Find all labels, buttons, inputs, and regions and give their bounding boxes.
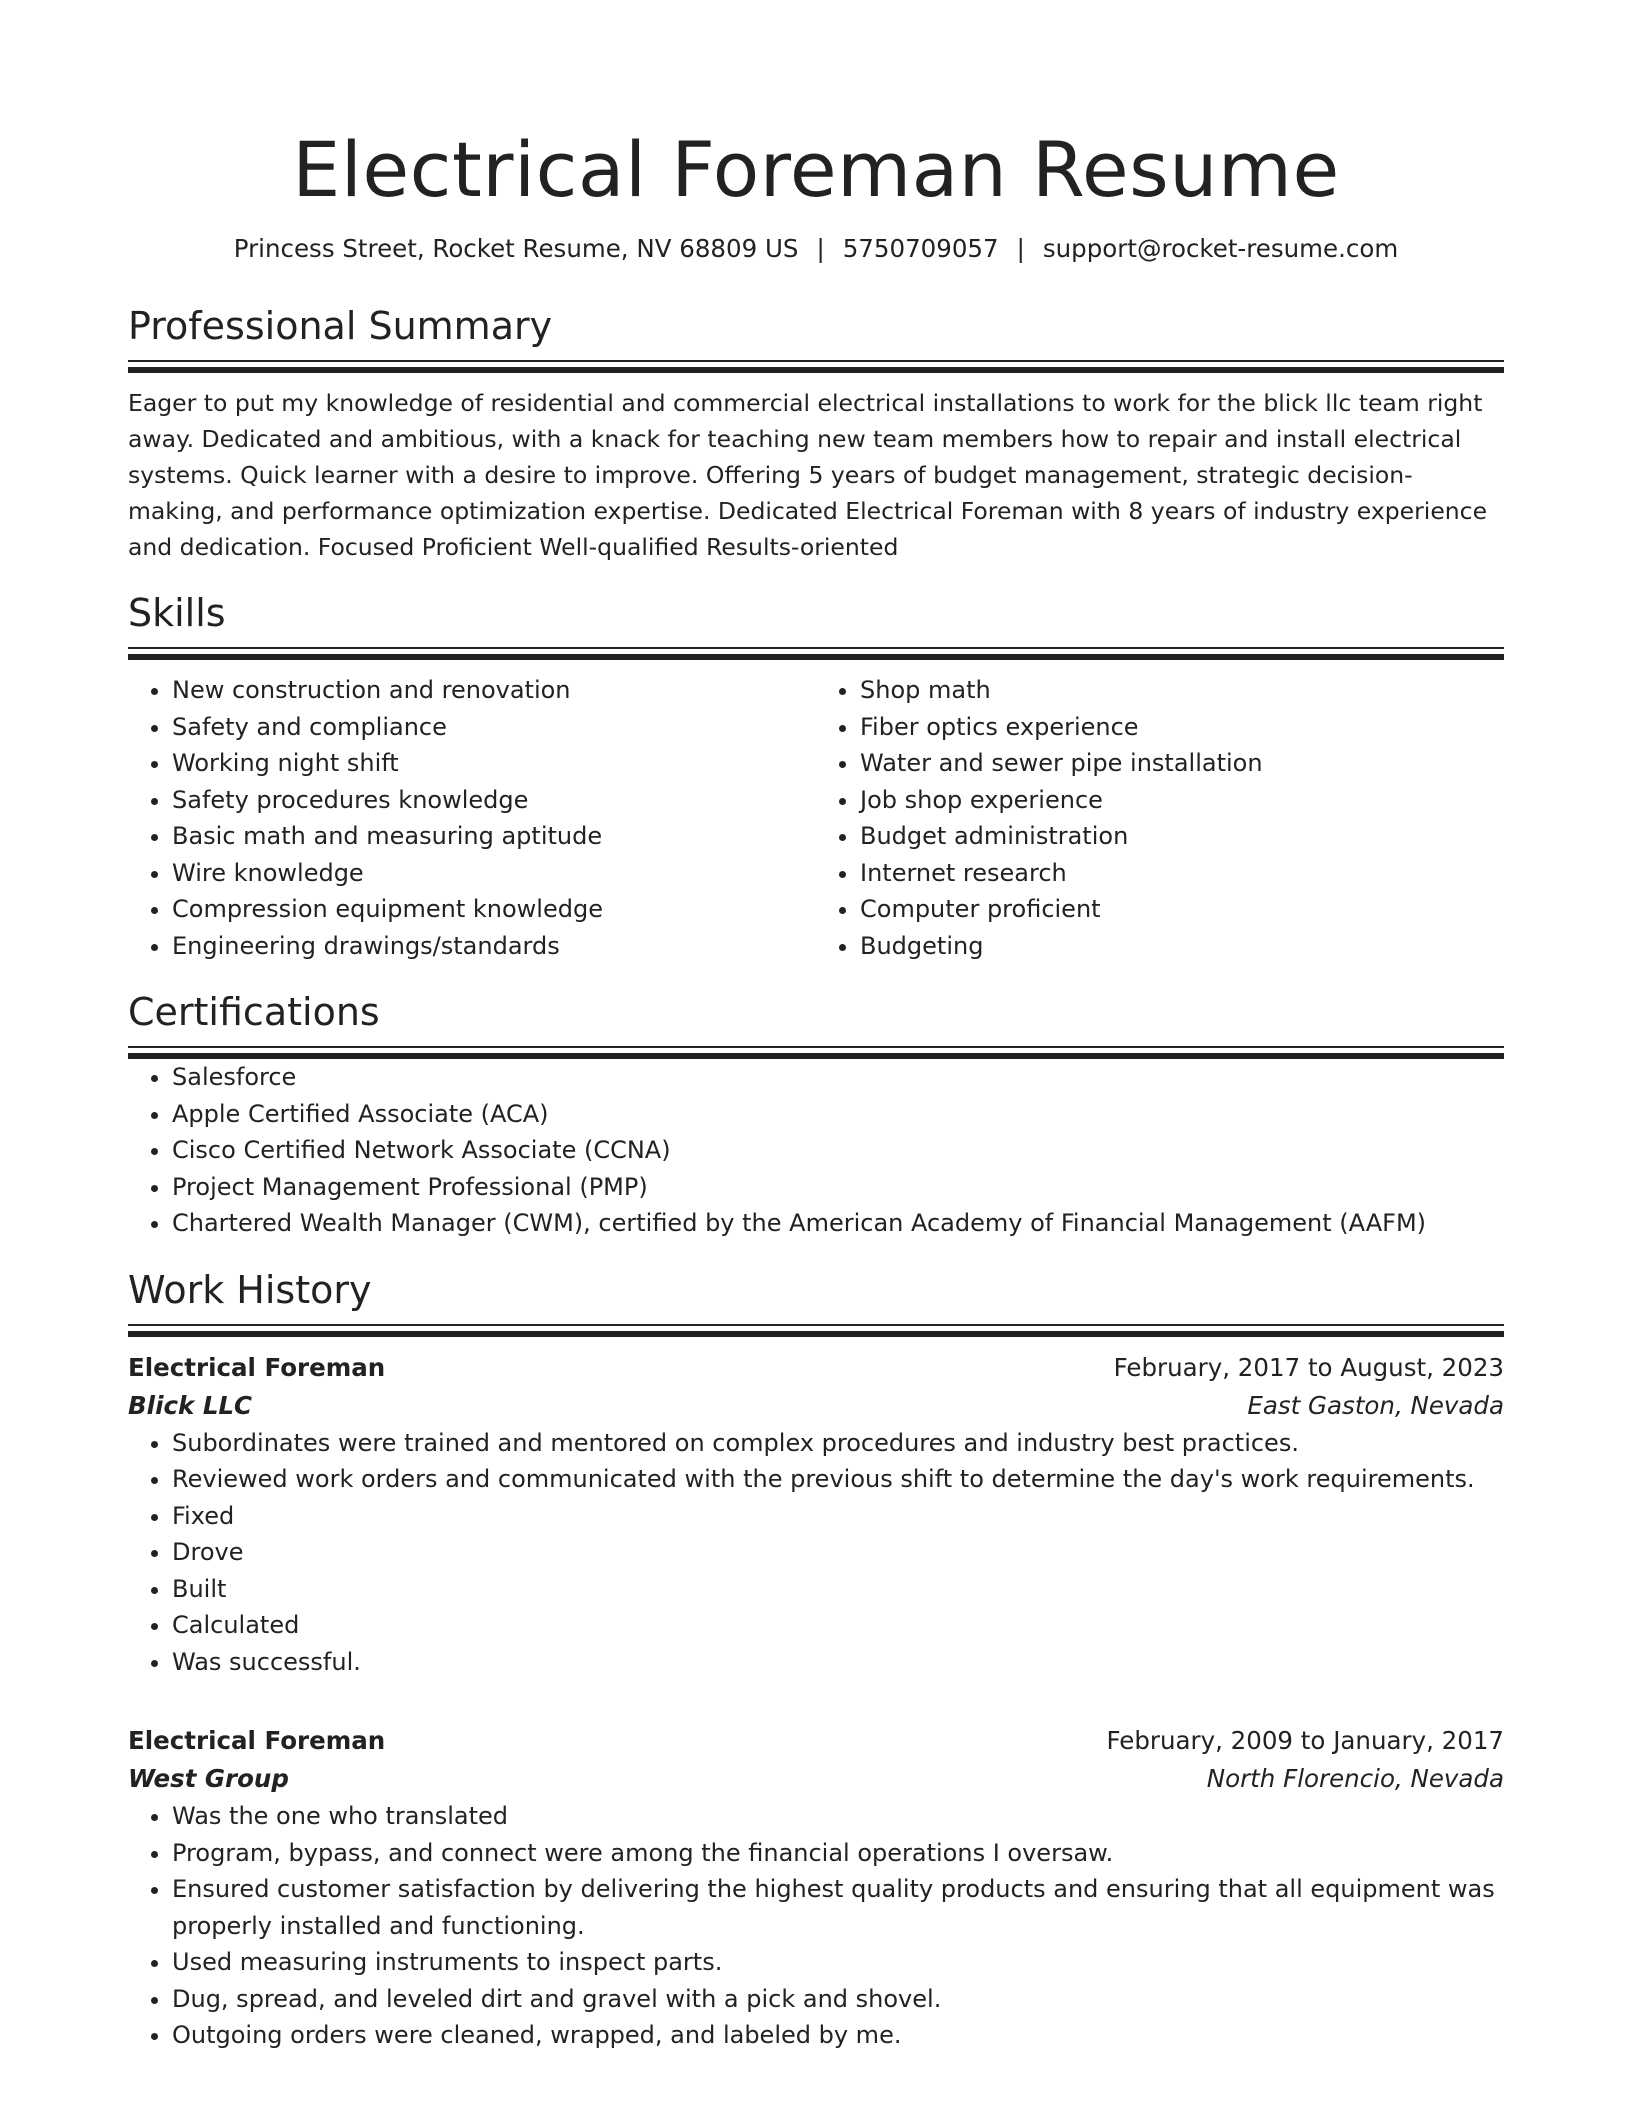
job-company: West Group xyxy=(128,1764,289,1793)
section-divider xyxy=(128,360,1504,373)
job-duty-item: • Dug, spread, and leveled dirt and gravel with a pick and shovel. xyxy=(172,1981,1504,2018)
skills-grid xyxy=(128,672,1504,964)
summary-text: Eager to put my knowledge of residential and commercial electrical installations to work for the blick llc team right away. Dedicated and ambitious, with a knack for teaching new team members how to repair and install electrical systems. Quick learner with a desire to improve. Offering 5 years of budget management, strategic decision-making, and performance optimization expertise. Dedicated Electrical Foreman with 8 years of industry experience and dedication. Focused Proficient Well-qualified Results-oriented xyxy=(128,389,1488,561)
skill-item: • Safety and compliance xyxy=(172,709,816,746)
job-entry xyxy=(128,1722,1504,2054)
job-duty-item: • Program, bypass, and connect were among the financial operations I oversaw. xyxy=(172,1835,1504,1872)
job-duty-item: • Reviewed work orders and communicated with the previous shift to determine the day's work requirements. xyxy=(172,1461,1504,1498)
job-entry xyxy=(128,1349,1504,1681)
skill-item: • Budget administration xyxy=(860,818,1504,855)
job-duty-item: • Was successful. xyxy=(172,1644,1504,1681)
job-duties-list xyxy=(128,1425,1504,1681)
skill-item: • Safety procedures knowledge xyxy=(172,782,816,819)
job-dates: February, 2009 to January, 2017 xyxy=(1106,1726,1504,1755)
certifications-section xyxy=(128,988,1504,1242)
skill-item: • Water and sewer pipe installation xyxy=(860,745,1504,782)
skill-item: • Engineering drawings/standards xyxy=(172,928,816,965)
skill-item: • Working night shift xyxy=(172,745,816,782)
job-header xyxy=(128,1722,1504,1760)
skill-item: • Budgeting xyxy=(860,928,1504,965)
skill-item: • Shop math xyxy=(860,672,1504,709)
contact-email: support@rocket-resume.com xyxy=(1042,234,1399,263)
job-duties-list xyxy=(128,1798,1504,2054)
section-heading-skills: Skills xyxy=(128,591,226,635)
job-duty-item: • Fixed xyxy=(172,1498,1504,1535)
job-duty-item: • Subordinates were trained and mentored on complex procedures and industry best practices. xyxy=(172,1425,1504,1462)
job-location: North Florencio, Nevada xyxy=(1206,1764,1504,1793)
skills-section xyxy=(128,589,1504,964)
job-duty-item: • Calculated xyxy=(172,1607,1504,1644)
certifications-list xyxy=(128,1059,1504,1242)
job-duty-item: • Was the one who translated xyxy=(172,1798,1504,1835)
resume-title: Electrical Foreman Resume xyxy=(292,125,1340,214)
job-duty-item: • Ensured customer satisfaction by delivering the highest quality products and ensuring that all equipment was properly installed and functioning. xyxy=(172,1871,1504,1944)
job-title: Electrical Foreman xyxy=(128,1726,386,1755)
contact-line xyxy=(128,232,1504,266)
job-title: Electrical Foreman xyxy=(128,1352,386,1382)
section-divider xyxy=(128,1046,1504,1059)
contact-phone: 5750709057 xyxy=(842,234,999,263)
resume-page xyxy=(128,0,1504,2054)
job-duty-item: • Built xyxy=(172,1571,1504,1608)
summary-section xyxy=(128,302,1504,565)
skill-item: • Internet research xyxy=(860,855,1504,892)
job-subheader xyxy=(128,1387,1504,1425)
job-duty-item: • Used measuring instruments to inspect parts. xyxy=(172,1944,1504,1981)
section-divider xyxy=(128,1324,1504,1337)
contact-separator: | xyxy=(1016,234,1025,263)
section-heading-work-history: Work History xyxy=(128,1267,372,1312)
job-duty-item: • Outgoing orders were cleaned, wrapped, and labeled by me. xyxy=(172,2017,1504,2054)
certification-item: • Apple Certified Associate (ACA) xyxy=(172,1096,1504,1133)
contact-address: Princess Street, Rocket Resume, NV 68809 US xyxy=(233,234,799,263)
skill-item: • Wire knowledge xyxy=(172,855,816,892)
contact-separator: | xyxy=(816,234,825,263)
certification-item: • Project Management Professional (PMP) xyxy=(172,1169,1504,1206)
skills-list-right xyxy=(816,672,1504,964)
skill-item: • Computer proficient xyxy=(860,891,1504,928)
skills-list-left xyxy=(128,672,816,964)
job-subheader xyxy=(128,1760,1504,1798)
section-divider xyxy=(128,647,1504,660)
certification-item: • Chartered Wealth Manager (CWM), certified by the American Academy of Financial Management (AAFM) xyxy=(172,1205,1504,1242)
work-history-section xyxy=(128,1266,1504,2054)
section-heading-summary: Professional Summary xyxy=(128,304,553,348)
certification-item: • Salesforce xyxy=(172,1059,1504,1096)
job-company: Blick LLC xyxy=(128,1390,253,1420)
section-heading-certifications: Certifications xyxy=(128,990,380,1034)
skill-item: • Fiber optics experience xyxy=(860,709,1504,746)
skill-item: • Basic math and measuring aptitude xyxy=(172,818,816,855)
job-dates: February, 2017 to August, 2023 xyxy=(1113,1352,1504,1382)
skill-item: • New construction and renovation xyxy=(172,672,816,709)
job-location: East Gaston, Nevada xyxy=(1247,1390,1504,1420)
skill-item: • Job shop experience xyxy=(860,782,1504,819)
certification-item: • Cisco Certified Network Associate (CCNA) xyxy=(172,1132,1504,1169)
skill-item: • Compression equipment knowledge xyxy=(172,891,816,928)
job-header xyxy=(128,1349,1504,1387)
job-duty-item: • Drove xyxy=(172,1534,1504,1571)
